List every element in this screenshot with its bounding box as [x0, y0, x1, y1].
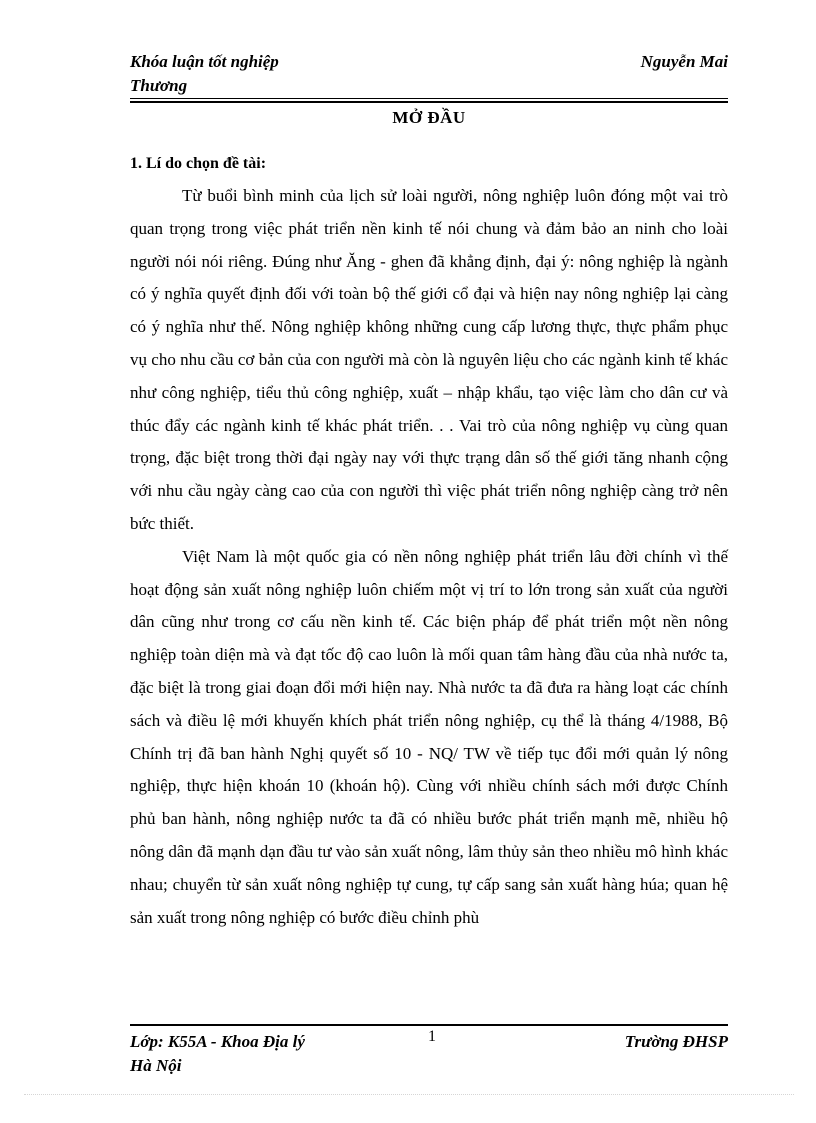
body-text — [130, 180, 728, 934]
footer-left — [130, 1030, 370, 1078]
footer-class-label: Lớp: K55A - Khoa Địa lý — [130, 1032, 305, 1051]
page-title: MỞ ĐẦU — [392, 108, 466, 127]
header-author-surname: Thương — [130, 76, 188, 95]
paragraph-2: Việt Nam là một quốc gia có nền nông nghiệp phát triển lâu đời chính vì thế hoạt động sản xuất nông nghiệp luôn chiếm một vị trí to lớn trong sản xuất của người dân cũng như trong cơ cấu nền kinh tế. Các biện pháp để phát triển một nền nông nghiệp toàn diện mà và đạt tốc độ cao luôn là mối quan tâm hàng đầu của nhà nước ta, đặc biệt là trong giai đoạn đổi mới hiện nay. Nhà nước ta đã đưa ra hàng loạt các chính sách và điều lệ mới khuyến khích phát triển nông nghiệp, cụ thể là tháng 4/1988, Bộ Chính trị đã ban hành Nghị quyết số 10 - NQ/ TW về tiếp tục đổi mới quản lý nông nghiệp, thực hiện khoán 10 (khoán hộ). Cùng với nhiều chính sách mới được Chính phủ ban hành, nông nghiệp nước ta đã có nhiều bước phát triển mạnh mẽ, nhiều hộ nông dân đã mạnh dạn đầu tư vào sản xuất nông, lâm thủy sản theo nhiều mô hình khác nhau; chuyển từ sản xuất nông nghiệp tự cung, tự cấp sang sản xuất hàng húa; quan hệ sản xuất trong nông nghiệp có bước điều chỉnh phù — [130, 546, 728, 927]
header-thesis-label: Khóa luận tốt nghiệp — [130, 52, 279, 71]
footer-divider — [130, 1024, 728, 1026]
header-divider-thick — [130, 101, 728, 103]
header-author-name: Nguyễn Mai — [640, 52, 728, 71]
page-number: 1 — [428, 1028, 436, 1045]
header-divider-thin — [130, 98, 728, 99]
paragraph-1: Từ buổi bình minh của lịch sử loài người, nông nghiệp luôn đóng một vai trò quan trọng trong việc phát triển nền kinh tế nói chung và đảm bảo an ninh cho loài người nói nói riêng. Đúng như Ăng - ghen đã khẳng định, đại ý: nông nghiệp là ngành có ý nghĩa quyết định đối với toàn bộ thế giới cổ đại và hiện nay nông nghiệp lại càng có ý nghĩa như thế. Nông nghiệp không những cung cấp lương thực, thực phẩm phục vụ cho nhu cầu cơ bản của con người mà còn là nguyên liệu cho các ngành kinh tế khác như công nghiệp, tiểu thủ công nghiệp, xuất – nhập khẩu, tạo việc làm cho dân cư và thúc đẩy các ngành kinh tế khác phát triển. . . Vai trò của nông nghiệp vụ cùng quan trọng, đặc biệt trong thời đại ngày nay với thực trạng dân số thế giới tăng nhanh cộng với nhu cầu ngày càng cao của con người thì việc phát triển nông nghiệp càng trở nên bức thiết. — [130, 186, 728, 533]
footer-university: Trường ĐHSP — [624, 1032, 728, 1051]
header-left — [130, 50, 370, 98]
section-heading: 1. Lí do chọn đề tài: — [130, 155, 267, 172]
footer-city-label: Hà Nội — [130, 1056, 182, 1075]
page-bottom-dotted-line — [24, 1094, 794, 1095]
